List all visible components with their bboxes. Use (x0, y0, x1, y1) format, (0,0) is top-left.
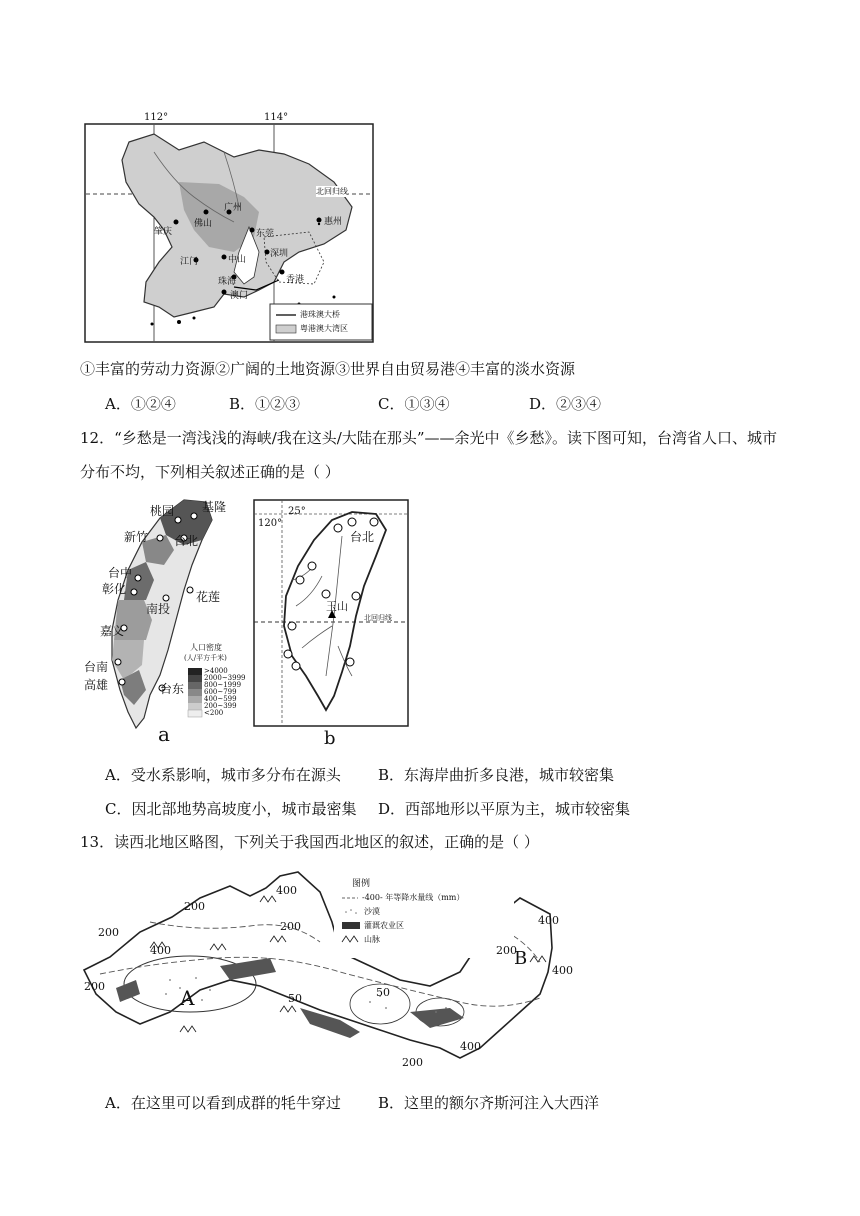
legend-title-13: 图例 (352, 879, 371, 889)
caption-a: a (158, 722, 170, 746)
city-zhaoqing: 肇庆 (154, 227, 173, 237)
city-zhuhai: 珠海 (218, 277, 237, 287)
city-hongkong: 香港 (286, 275, 305, 285)
latitude-25: 25° (288, 506, 306, 517)
tropic-label-b: 北回归线 (364, 614, 392, 622)
legend-item-3: 800~1999 (204, 681, 242, 689)
city-macau: 澳门 (230, 291, 249, 301)
q11-statements: ①丰富的劳动力资源②广阔的土地资源③世界自由贸易港④丰富的淡水资源 (80, 360, 576, 378)
q13-option-a: A．在这里可以看到成群的牦牛穿过 (105, 1094, 341, 1112)
q11-option-d: D．②③④ (529, 395, 602, 413)
q12-option-a: A．受水系影响，城市多分布在源头 (105, 766, 341, 784)
city-taichung: 台中 (108, 566, 133, 580)
city-taipei: 台北 (174, 534, 199, 548)
tropic-label: 北回归线 (316, 187, 348, 196)
legend-item-4: 600~799 (204, 688, 237, 696)
q12-option-c: C．因北部地势高坡度小，城市最密集 (105, 800, 357, 818)
legend-title-1: 人口密度 (190, 643, 222, 652)
q13-option-b: B．这里的额尔齐斯河注入大西洋 (378, 1094, 600, 1112)
city-tainan: 台南 (84, 660, 109, 674)
city-changhua: 彰化 (102, 582, 127, 596)
city-shenzhen: 深圳 (270, 249, 289, 259)
city-taitung: 台东 (160, 682, 185, 696)
legend-item-7: <200 (204, 709, 224, 717)
taiwan-terrain-map (252, 496, 412, 750)
isohyet-200-1: 200 (184, 900, 205, 913)
isohyet-400-4: 400 (552, 964, 573, 977)
longitude-114: 114° (264, 112, 289, 123)
city-zhongshan: 中山 (228, 255, 247, 265)
legend-irrigation: 灌溉农业区 (364, 921, 404, 930)
city-chiayi: 嘉义 (100, 624, 125, 638)
legend-mountain: 山脉 (364, 935, 380, 944)
legend-item-5: 400~599 (204, 695, 237, 703)
isohyet-200-4: 200 (496, 944, 517, 957)
q12-stem-line1: 12．“乡愁是一湾浅浅的海峡/我在这头/大陆在那头”——余光中《乡愁》。读下图可知，台湾省人口、城市 (80, 429, 778, 447)
isohyet-200-6: 200 (98, 926, 119, 939)
isohyet-50-2: 50 (376, 986, 390, 999)
legend-bay-area: 粤港澳大湾区 (300, 324, 348, 333)
city-taoyuan: 桃园 (150, 504, 175, 518)
northwest-china-map (80, 862, 580, 1070)
city-hualien: 花莲 (196, 590, 221, 604)
isohyet-400-3: 400 (538, 914, 559, 927)
legend-title-2: (人/平方千米) (184, 654, 227, 662)
city-keelung: 基隆 (202, 500, 227, 514)
bay-area-map (84, 112, 376, 344)
isohyet-400-2: 400 (150, 944, 171, 957)
isohyet-200-5: 200 (402, 1056, 423, 1069)
isohyet-200-3: 200 (84, 980, 105, 993)
city-guangzhou: 广州 (224, 203, 243, 213)
q12-option-b: B．东海岸曲折多良港，城市较密集 (378, 766, 615, 784)
q13-stem: 13．读西北地区略图，下列关于我国西北地区的叙述，正确的是（ ） (80, 833, 539, 851)
label-a: A (180, 986, 195, 1010)
legend-bridge: 港珠澳大桥 (300, 310, 340, 319)
longitude-120: 120° (258, 518, 283, 529)
city-foshan: 佛山 (194, 219, 213, 229)
q11-option-c: C．①③④ (378, 395, 450, 413)
isohyet-50-1: 50 (288, 992, 302, 1005)
city-taipei-b: 台北 (350, 530, 375, 544)
legend-item-1: >4000 (204, 667, 228, 675)
q11-option-a: A．①②④ (105, 395, 176, 413)
city-kaohsiung: 高雄 (84, 678, 109, 692)
legend-item-2: 2000~3999 (204, 674, 246, 682)
q11-option-b: B．①②③ (229, 395, 301, 413)
legend-isohyet: -400- 年等降水量线（mm） (362, 893, 465, 902)
peak-yushan: 玉山 (326, 600, 348, 613)
caption-b: b (324, 728, 336, 749)
legend-item-6: 200~399 (204, 702, 237, 710)
label-b: B (514, 948, 528, 969)
legend-desert: 沙漠 (364, 907, 380, 916)
city-hsinchu: 新竹 (124, 530, 149, 544)
city-huizhou: 惠州 (324, 217, 343, 227)
taiwan-population-map (84, 490, 244, 748)
city-nantou: 南投 (146, 602, 171, 616)
isohyet-400-5: 400 (460, 1040, 481, 1053)
city-jiangmen: 江门 (180, 257, 199, 267)
city-dongguan: 东莞 (256, 229, 275, 239)
longitude-112: 112° (144, 112, 169, 123)
isohyet-400-1: 400 (276, 884, 297, 897)
q12-stem-line2: 分布不均，下列相关叙述正确的是（ ） (80, 463, 340, 481)
q12-option-d: D．西部地形以平原为主，城市较密集 (378, 800, 631, 818)
isohyet-200-2: 200 (280, 920, 301, 933)
